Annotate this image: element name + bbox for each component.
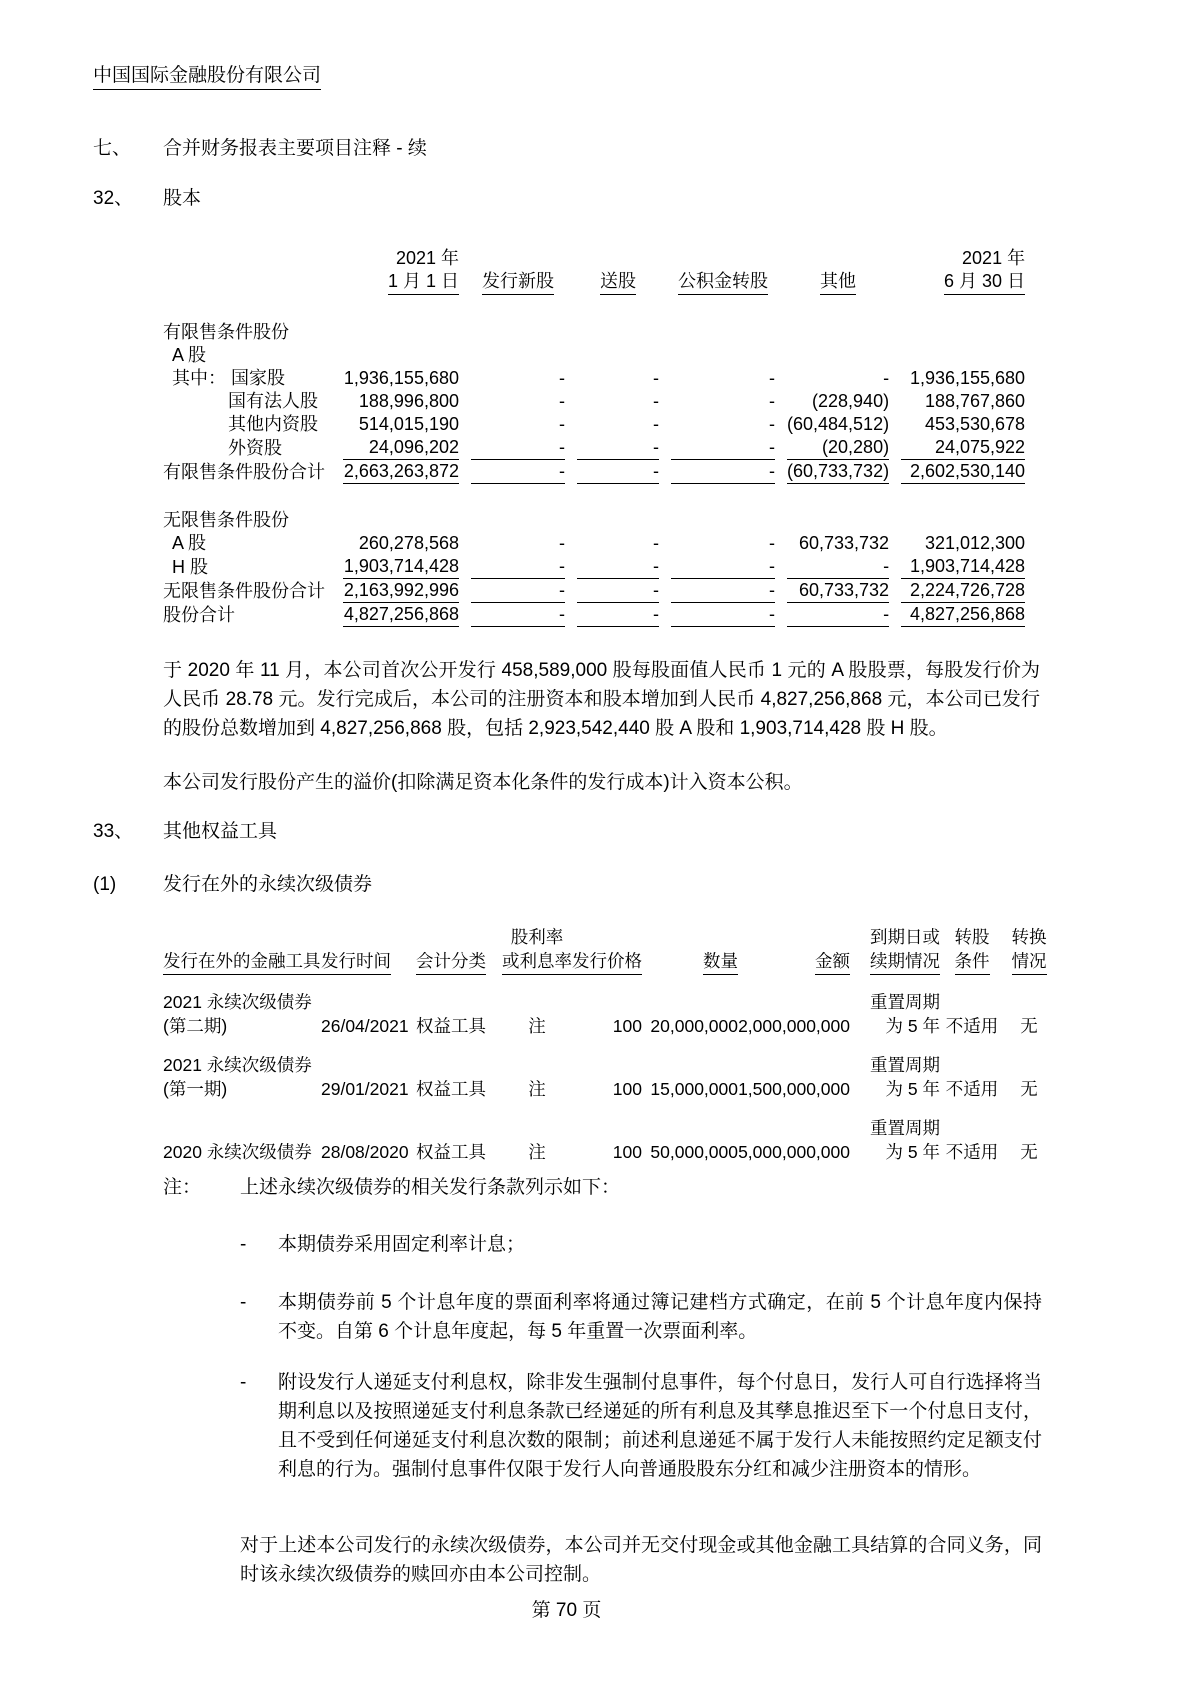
note-33-sub-number: (1) (93, 874, 117, 895)
row-label: 无限售条件股份 (163, 510, 289, 530)
header-row-bottom (163, 270, 1025, 295)
row-label: 无限售条件股份合计 (163, 581, 325, 601)
header-cell: 送股 (577, 270, 659, 295)
section-7-title: 合并财务报表主要项目注释 - 续 (163, 138, 427, 159)
table-row (163, 321, 1025, 344)
note-33-title: 其他权益工具 (163, 821, 278, 842)
table-row: 股份合计 4,827,256,868 - - - - 4,827,256,868 (163, 604, 1026, 625)
header-cell: 2021 年 (962, 248, 1026, 268)
spacer-row (163, 484, 1025, 509)
spacer-row (163, 295, 1025, 321)
section-7-heading (93, 137, 427, 160)
header-cell (163, 270, 331, 295)
ipo-paragraph: 于 2020 年 11 月，本公司首次公开发行 458,589,000 股每股面值人民币 1 元的 A 股股票，每股发行价为人民币 28.78 元。发行完成后，本公司的注册资本和股本增加到人民币 4,827,256,868 元，本公司已发行的股份总数增加到 4,827,256,868 股，包括 2,923,542,440 股 A 股和 1,903,714,428 股 H 股。 (163, 660, 1040, 739)
company-name: 中国国际金融股份有限公司 (93, 60, 321, 90)
bond-note-bullet (240, 1368, 1042, 1484)
bullet-dash: - (240, 1234, 247, 1255)
bond-note-bullet (240, 1230, 1042, 1259)
bullet-dash: - (240, 1292, 247, 1313)
row-label: A 股 (172, 533, 207, 553)
table-row: 无限售条件股份合计 2,163,992,996 - - - 60,733,732 2,224,726,728 (163, 580, 1026, 601)
table-row: 其中： 国家股 1,936,155,680 - - - - 1,936,155,680 (163, 367, 1025, 390)
row-label: 其他内资股 (228, 414, 318, 434)
note-label: 注： (163, 1177, 202, 1198)
note-32-number: 32、 (93, 188, 134, 209)
renewal-cell: 重置周期 为 5 年 (870, 1118, 940, 1162)
table-row: 其他内资股 514,015,190 - - - (60,484,512) 453,530,678 (163, 413, 1025, 436)
row-label: H 股 (172, 557, 208, 577)
header-cell: 数量 (642, 925, 738, 975)
bullet-text: 本期债券采用固定利率计息； (278, 1234, 526, 1255)
note-33-sub-title: 发行在外的永续次级债券 (163, 874, 373, 895)
renewal-cell: 重置周期 为 5 年 (870, 1055, 940, 1099)
renewal-cell: 重置周期 为 5 年 (870, 992, 940, 1036)
row-label: 股份合计 (163, 605, 235, 625)
table-row: H 股 1,903,714,428 - - - - 1,903,714,428 (163, 555, 1025, 579)
share-capital-table (151, 247, 1037, 627)
bullet-dash: - (240, 1372, 247, 1393)
header-row (163, 925, 1054, 975)
header-cell (471, 247, 565, 270)
note-32-heading (93, 187, 201, 210)
table-row: 2020 永续次级债券 28/08/2020 权益工具 注 100 50,000,000 5,000,000,000 重置周期 为 5 年 不适用 无 (163, 1101, 1054, 1164)
row-label: A 股 (172, 345, 207, 365)
header-cell: 发行时间 (321, 925, 416, 975)
header-cell (577, 247, 659, 270)
bond-note-bullet (240, 1288, 1042, 1346)
table-row: 有限售条件股份合计 2,663,263,872 - - - (60,733,732) 2,602,530,140 (163, 461, 1026, 482)
row-label: 外资股 (228, 438, 282, 458)
note-intro-text: 上述永续次级债券的相关发行条款列示如下： (240, 1177, 621, 1198)
note-33-heading (93, 820, 277, 843)
section-7-number: 七、 (93, 138, 132, 159)
bond-name: 2021 永续次级债券 (第一期) (163, 1055, 312, 1099)
bullet-text: 附设发行人递延支付利息权，除非发生强制付息事件，每个付息日，发行人可自行选择将当期利息以及按照递延支付利息条款已经递延的所有利息及其孳息推迟至下一个付息日支付，且不受到任何递延支付利息次数的限制；前述利息递延不属于发行人未能按照约定足额支付利息的行为。强制付息事件仅限于发行人向普通股股东分红和减少注册资本的情形。 (278, 1372, 1042, 1480)
header-cell (787, 247, 889, 270)
note-32-title: 股本 (163, 188, 202, 209)
note-33-number: 33、 (93, 821, 134, 842)
bond-name: 2020 永续次级债券 (163, 1142, 312, 1162)
bullet-text: 本期债券前 5 个计息年度的票面利率将通过簿记建档方式确定，在前 5 个计息年度内保持不变。自第 6 个计息年度起，每 5 年重置一次票面利率。 (278, 1292, 1042, 1342)
table-row: 2021 永续次级债券 (第二期) 26/04/2021 权益工具 注 100 20,000,000 2,000,000,000 重置周期 为 5 年 不适用 无 (163, 975, 1054, 1038)
table-row (163, 344, 1025, 367)
header-cell: 发行价格 (572, 925, 642, 975)
header-cell: 股利率 或利息率 (502, 925, 572, 975)
header-cell: 1 月 1 日 (343, 270, 459, 295)
header-row-top (163, 247, 1025, 270)
header-cell (671, 247, 775, 270)
table-row: 国有法人股 188,996,800 - - - (228,940) 188,767,860 (163, 390, 1025, 413)
header-cell: 转股 条件 (940, 925, 1004, 975)
header-cell: 2021 年 (395, 248, 459, 268)
header-cell: 发行新股 (471, 270, 565, 295)
header-cell: 6 月 30 日 (901, 270, 1025, 295)
table-row: A 股 260,278,568 - - - 60,733,732 321,012,300 (163, 532, 1025, 555)
bond-name: 2021 永续次级债券 (第二期) (163, 992, 312, 1036)
header-cell: 其他 (787, 270, 889, 295)
table-row: 外资股 24,096,202 - - - (20,280) 24,075,922 (163, 436, 1025, 460)
row-label: 其中： 国家股 (172, 368, 286, 388)
header-cell: 公积金转股 (671, 270, 775, 295)
note-33-sub-heading (93, 873, 372, 896)
header-cell: 到期日或 续期情况 (850, 925, 940, 975)
header-cell: 金额 (738, 925, 850, 975)
header-cell: 发行在外的金融工具 (163, 925, 321, 975)
page-number: 第 70 页 (531, 1600, 602, 1621)
row-label: 有限售条件股份合计 (163, 462, 325, 482)
header-cell (163, 247, 331, 270)
header-cell: 转换 情况 (1004, 925, 1054, 975)
table-row (163, 509, 1025, 532)
perpetual-bond-table (163, 925, 1054, 1164)
row-label: 有限售条件股份 (163, 322, 289, 342)
closing-paragraph: 对于上述本公司发行的永续次级债券，本公司并无交付现金或其他金融工具结算的合同义务，同时该永续次级债券的赎回亦由本公司控制。 (240, 1535, 1042, 1585)
premium-paragraph: 本公司发行股份产生的溢价(扣除满足资本化条件的发行成本)计入资本公积。 (163, 772, 803, 793)
header-cell: 会计分类 (416, 925, 502, 975)
table-row: 2021 永续次级债券 (第一期) 29/01/2021 权益工具 注 100 15,000,000 1,500,000,000 重置周期 为 5 年 不适用 无 (163, 1038, 1054, 1101)
bond-note-intro (163, 1173, 1043, 1202)
row-label: 国有法人股 (228, 391, 318, 411)
